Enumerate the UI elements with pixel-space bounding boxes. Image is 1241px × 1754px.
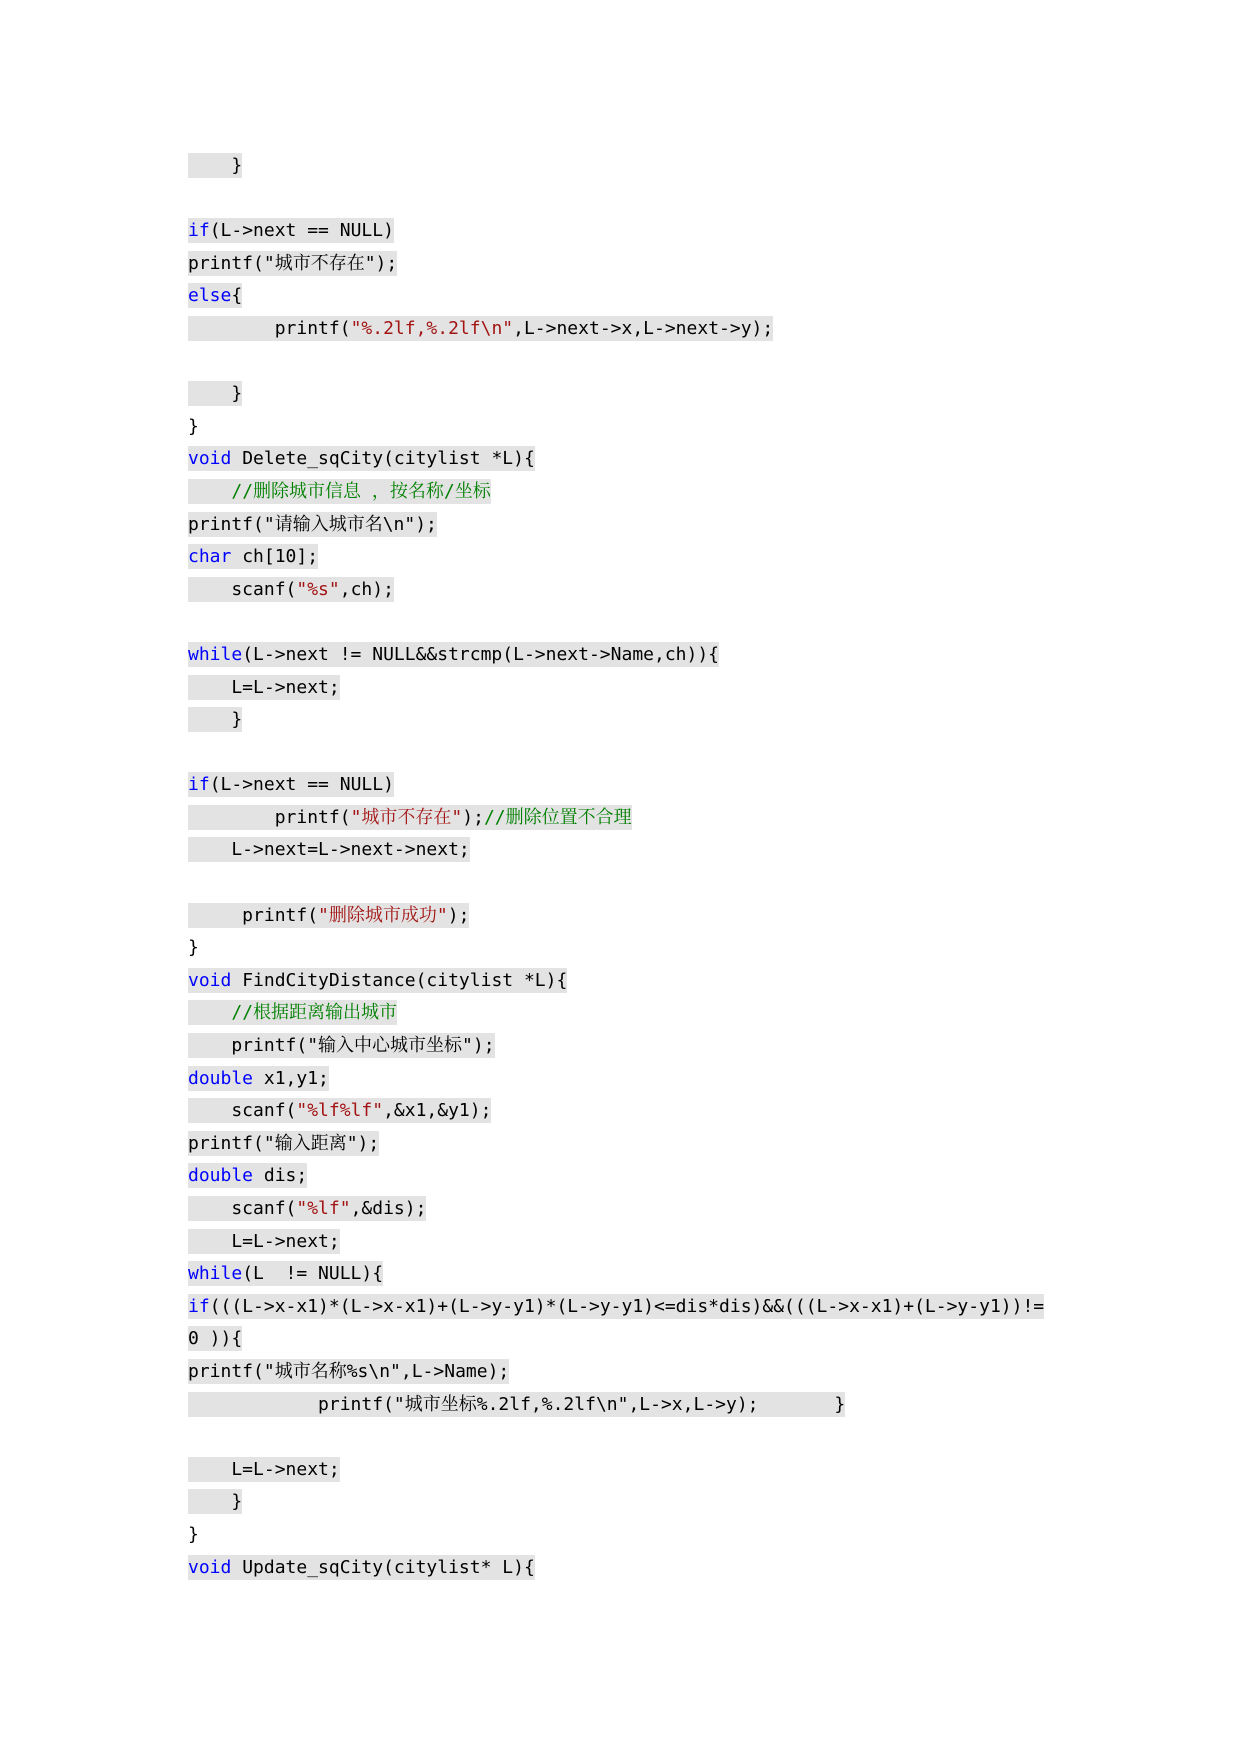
code-keyword: void (188, 448, 232, 470)
code-token: printf("城市不存在"); (188, 252, 398, 274)
code-line-text (188, 1261, 383, 1286)
code-token: Delete_sqCity(citylist *L){ (231, 448, 535, 470)
code-line (188, 900, 1088, 933)
code-line-text (188, 316, 773, 341)
code-line-text (188, 1392, 845, 1417)
code-token: ); (447, 904, 470, 926)
code-token: scanf( (188, 578, 297, 600)
code-token: printf("城市名称%s\n",L->Name); (188, 1360, 510, 1382)
code-line (188, 1552, 1088, 1585)
code-token: Update_sqCity(citylist* L){ (231, 1556, 535, 1578)
code-line (188, 737, 1088, 770)
code-line (188, 672, 1088, 705)
code-token: } (188, 937, 199, 959)
code-token: } (188, 155, 243, 176)
code-line (188, 1095, 1088, 1128)
code-line-text (188, 512, 437, 537)
code-comment: //根据距离输出城市 (231, 1002, 398, 1024)
code-token: } (188, 415, 199, 437)
code-token: printf("输入中心城市坐标"); (188, 1035, 495, 1057)
code-line (188, 280, 1088, 313)
code-line-text (188, 772, 394, 797)
code-token: scanf( (188, 1100, 297, 1122)
code-line (188, 1486, 1088, 1519)
code-token: (L->next == NULL) (209, 220, 394, 242)
code-line-text (188, 416, 199, 437)
code-listing (188, 150, 1088, 1584)
code-line (188, 1454, 1088, 1487)
code-token: printf( (188, 317, 351, 339)
code-line (188, 541, 1088, 574)
code-line-text (188, 1359, 509, 1384)
code-keyword: while (188, 643, 243, 665)
code-line (188, 346, 1088, 379)
code-token: ,&dis); (350, 1198, 427, 1219)
code-token: L=L->next; (188, 1230, 340, 1252)
code-line (188, 248, 1088, 281)
code-line-text (188, 1555, 535, 1580)
code-token: 0 )){ (188, 1328, 243, 1350)
code-line (188, 1291, 1088, 1324)
code-keyword: void (188, 1556, 232, 1578)
code-token: (L->next != NULL&&strcmp(L->next->Name,ch)){ (242, 643, 720, 665)
code-string: "%lf" (296, 1198, 351, 1219)
code-keyword: while (188, 1263, 243, 1285)
code-keyword: char (188, 546, 232, 568)
code-line-text (188, 218, 394, 243)
code-line (188, 704, 1088, 737)
code-string: "%lf%lf" (296, 1100, 384, 1122)
code-token (188, 1002, 231, 1023)
code-line (188, 1323, 1088, 1356)
code-line (188, 1258, 1088, 1291)
code-line (188, 834, 1088, 867)
code-keyword: double (188, 1165, 254, 1187)
code-line-text (188, 577, 394, 602)
code-token: printf("输入距离"); (188, 1132, 380, 1154)
code-string: "%.2lf,%.2lf\n" (350, 317, 514, 339)
code-line-text (188, 1131, 379, 1156)
code-line-text (188, 1294, 1044, 1319)
code-token: printf( (188, 806, 351, 828)
code-line-text (188, 1524, 199, 1545)
code-line-text (188, 1326, 242, 1351)
code-line-text (188, 837, 470, 862)
code-line-text (188, 675, 340, 700)
code-token: printf("城市坐标%.2lf,%.2lf\n",L->x,L->y); } (188, 1393, 846, 1415)
code-line-text (188, 805, 632, 830)
code-token: printf( (188, 904, 319, 926)
code-keyword: void (188, 969, 232, 991)
code-token (188, 481, 231, 502)
code-line (188, 1389, 1088, 1422)
code-line-text (188, 937, 199, 958)
code-line (188, 1030, 1088, 1063)
code-line-text (188, 1066, 329, 1091)
code-line (188, 639, 1088, 672)
code-line-text (188, 903, 469, 928)
code-token: L=L->next; (188, 676, 340, 698)
code-line (188, 769, 1088, 802)
code-token: ,&x1,&y1); (383, 1100, 492, 1122)
code-keyword: if (188, 774, 210, 796)
code-line (188, 411, 1088, 444)
code-token: } (188, 1491, 243, 1513)
code-line-text (188, 283, 242, 308)
code-comment: //删除城市信息 ，按名称/坐标 (231, 480, 491, 502)
code-line-text (188, 968, 567, 993)
code-line (188, 313, 1088, 346)
code-line-text (188, 1457, 340, 1482)
code-line-text (188, 707, 242, 732)
code-line-text (188, 446, 535, 471)
code-token: } (188, 1523, 199, 1545)
code-line (188, 802, 1088, 835)
code-token: L=L->next; (188, 1458, 340, 1480)
code-line (188, 150, 1088, 183)
code-token: { (231, 285, 243, 307)
code-line (188, 476, 1088, 509)
code-line (188, 867, 1088, 900)
code-keyword: if (188, 220, 210, 242)
code-line-text (188, 544, 318, 569)
code-line-text (188, 153, 242, 178)
code-token: (L->next == NULL) (209, 774, 394, 796)
code-line (188, 574, 1088, 607)
code-token: dis; (253, 1165, 308, 1187)
code-token: scanf( (188, 1198, 297, 1219)
code-line-text (188, 479, 491, 504)
code-token: ,L->next->x,L->next->y); (513, 317, 774, 339)
code-string: "删除城市成功" (318, 904, 448, 926)
code-line (188, 1160, 1088, 1193)
code-line-text (188, 1163, 307, 1188)
code-token: ); (462, 806, 484, 828)
code-keyword: else (188, 285, 232, 307)
code-token: printf("请输入城市名\n"); (188, 513, 437, 535)
code-keyword: if (188, 1295, 210, 1317)
code-token: ch[10]; (231, 546, 319, 568)
code-line-text (188, 381, 242, 406)
code-line-text (188, 1033, 495, 1058)
code-line (188, 1519, 1088, 1552)
code-line (188, 183, 1088, 216)
code-line (188, 965, 1088, 998)
code-string: "%s" (296, 578, 340, 600)
code-token: (((L->x-x1)*(L->x-x1)+(L->y-y1)*(L->y-y1)<=dis*dis)&&(((L->x-x1)+(L->y-y1))!= (209, 1295, 1045, 1317)
code-line-text (188, 1489, 242, 1514)
code-line (188, 443, 1088, 476)
code-token: L->next=L->next->next; (188, 839, 470, 861)
code-line-text (188, 251, 397, 276)
code-line (188, 997, 1088, 1030)
code-line (188, 1193, 1088, 1226)
code-line (188, 509, 1088, 542)
code-token: } (188, 383, 243, 405)
code-line (188, 1063, 1088, 1096)
code-line-text (188, 1000, 397, 1025)
code-comment: //删除位置不合理 (483, 806, 632, 828)
code-line (188, 1226, 1088, 1259)
code-token: ,ch); (339, 578, 394, 600)
code-line-text (188, 1196, 426, 1221)
code-token: (L != NULL){ (242, 1263, 384, 1285)
code-token: x1,y1; (253, 1067, 329, 1089)
code-line (188, 1128, 1088, 1161)
code-line-text (188, 1098, 491, 1123)
code-line (188, 606, 1088, 639)
code-keyword: double (188, 1067, 254, 1089)
code-token: FindCityDistance(citylist *L){ (231, 969, 568, 991)
code-line (188, 215, 1088, 248)
code-line (188, 378, 1088, 411)
code-line (188, 1356, 1088, 1389)
code-string: "城市不存在" (350, 806, 463, 828)
code-line-text (188, 642, 719, 667)
code-line (188, 1421, 1088, 1454)
code-line-text (188, 1229, 340, 1254)
code-line (188, 932, 1088, 965)
code-token: } (188, 709, 243, 731)
